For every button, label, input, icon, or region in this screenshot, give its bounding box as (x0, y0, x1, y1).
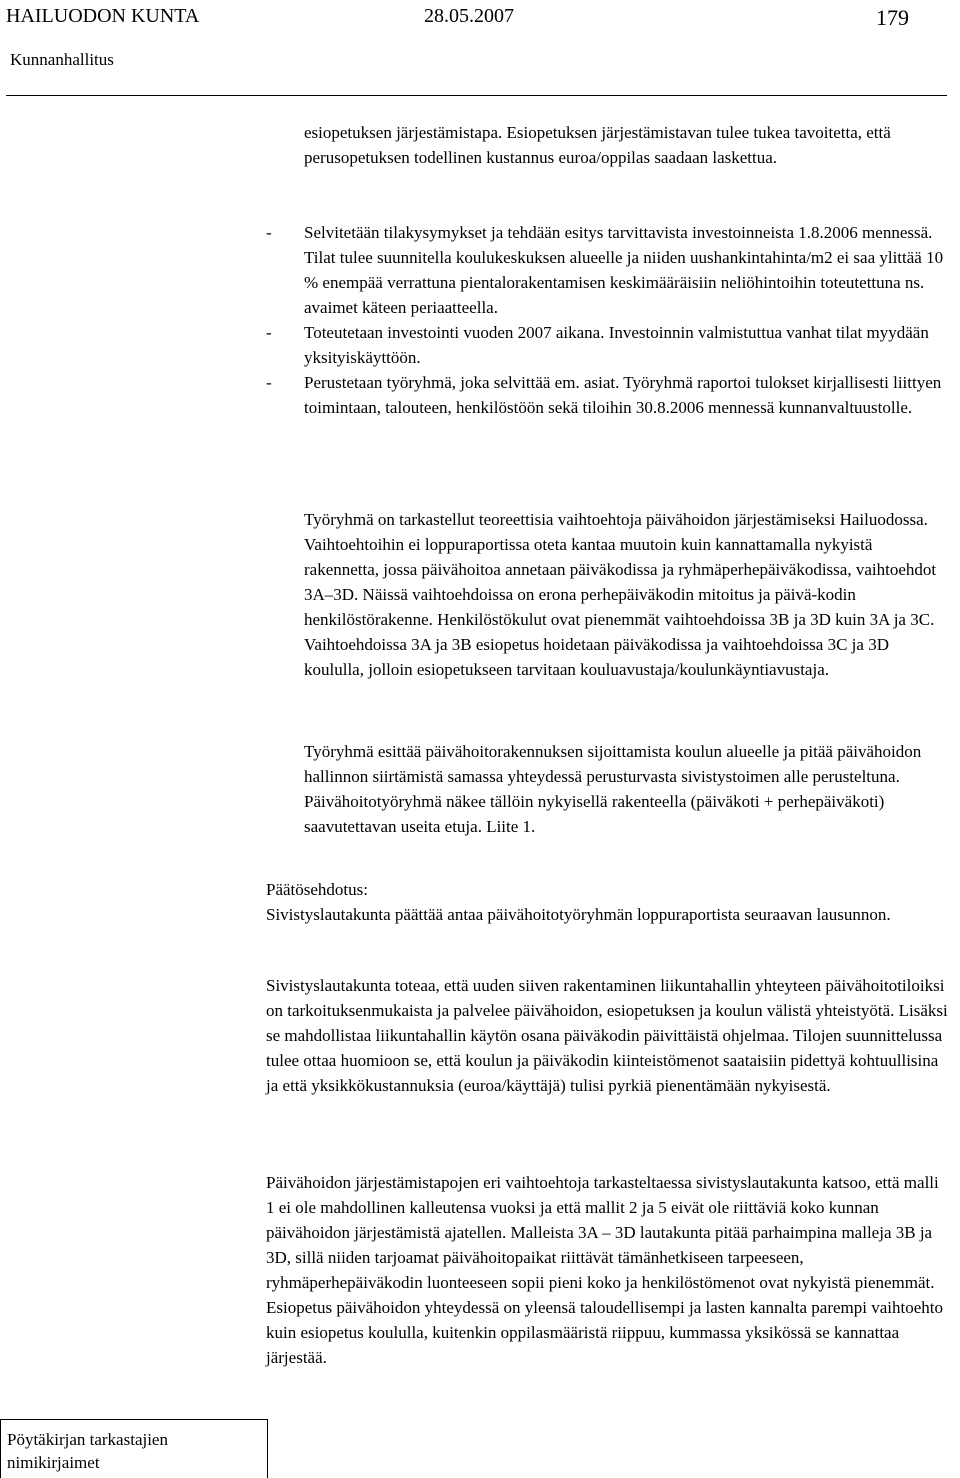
list-dash: - (266, 223, 272, 242)
board-text-1: Sivistyslautakunta toteaa, että uuden siiven rakentaminen liikuntahallin yhteyteen päivähoitotiloiksi on tarkoituksenmukaista ja palvelee päivähoidon, esiopetuksen ja koulun välistä yhteistyötä. Lisäksi se mahdollistaa liikuntahallin käytön osana päiväkodin päivittäistä ohjelmaa. Tilojen suunnittelussa tulee ottaa huomioon se, että koulun ja päiväkodin kiinteistömenot saataisiin pidettyä kohtuullisina ja että yksikkökustannuksia (euroa/käyttäjä) tulisi pyrkiä pienentämään nykyisestä. (266, 976, 948, 1095)
list-dash: - (266, 323, 272, 342)
workgroup-text-1: Työryhmä on tarkastellut teoreettisia vaihtoehtoja päivähoidon järjestämiseksi Hailuodossa. Vaihtoehtoihin ei loppuraportissa oteta kantaa muutoin kuin kannattamalla nykyistä rakennetta, jossa päivähoitoa annetaan päiväkodissa ja ryhmäperhepäiväkodissa, vaihtoehdot 3A–3D. Näissä vaihtoehdoissa on erona perhepäiväkodin mitoitus ja päivä-kodin henkilöstörakenne. Henkilöstökulut ovat pienemmät vaihtoehdoissa 3B ja 3D kuin 3A ja 3C. Vaihtoehdoissa 3A ja 3B esiopetus hoidetaan päiväkodissa ja vaihtoehdoissa 3C ja 3D koululla, jolloin esiopetukseen tarvitaan kouluavustaja/koulunkäyntiavustaja. (304, 510, 937, 679)
list-item (266, 320, 949, 370)
list-item (266, 370, 949, 420)
initials-label-line2: nimikirjaimet (7, 1453, 100, 1472)
initials-box (0, 1419, 268, 1478)
municipality-name: HAILUODON KUNTA (6, 5, 200, 27)
board-paragraph-2 (266, 1170, 949, 1370)
body-name: Kunnanhallitus (10, 50, 114, 69)
intro-paragraph (304, 120, 949, 170)
workgroup-paragraph-1 (304, 507, 949, 682)
list-item-text: Perustetaan työryhmä, joka selvittää em. asiat. Työryhmä raportoi tulokset kirjallisesti liittyen toimintaan, talouteen, henkilöstöön sekä tiloihin 30.8.2006 mennessä kunnanvaltuustolle. (304, 373, 942, 417)
meeting-date: 28.05.2007 (424, 5, 514, 27)
page-number: 179 (876, 5, 909, 30)
initials-label-line1: Pöytäkirjan tarkastajien (7, 1430, 168, 1449)
list-item-text: Toteutetaan investointi vuoden 2007 aikana. Investoinnin valmistuttua vanhat tilat myydään yksityiskäyttöön. (304, 323, 929, 367)
action-list (266, 220, 949, 420)
list-item (266, 220, 949, 320)
header-rule (6, 95, 947, 96)
intro-text: esiopetuksen järjestämistapa. Esiopetuksen järjestämistavan tulee tukea tavoitetta, että perusopetuksen todellinen kustannus euroa/oppilas saadaan laskettua. (304, 123, 891, 167)
list-dash: - (266, 373, 272, 392)
workgroup-paragraph-2 (304, 739, 949, 839)
proposal-heading: Päätösehdotus: (266, 880, 368, 899)
board-text-2: Päivähoidon järjestämistapojen eri vaihtoehtoja tarkasteltaessa sivistyslautakunta katsoo, että malli 1 ei ole mahdollinen kalleutensa vuoksi ja että mallit 2 ja 5 eivät ole riittäviä koko kunnan päivähoidon järjestämistä ajatellen. Malleista 3A – 3D lautakunta pitää parhaimpina malleja 3B ja 3D, sillä niiden tarjoamat päivähoitopaikat riittävät tämänhetkiseen tarpeeseen, ryhmäperhepäiväkodin luonteeseen sopii pieni koko ja henkilöstömenot ovat nykyistä pienemmät. Esiopetus päivähoidon yhteydessä on yleensä taloudellisempi ja lasten kannalta parempi vaihtoehto kuin esiopetus koululla, kuitenkin oppilasmääristä riippuu, kummassa yksikössä se kannattaa järjestää. (266, 1173, 943, 1367)
list-item-text: Selvitetään tilakysymykset ja tehdään esitys tarvittavista investoinneista 1.8.2006 mennessä. Tilat tulee suunnitella koulukeskuksen alueelle ja niiden uushankintahinta/m2 ei saa ylittää 10 % enempää verrattuna pientalorakentamisen keskimääräisiin neliöhintoihin toteutettuna ns. avaimet käteen periaatteella. (304, 223, 944, 317)
proposal-text: Sivistyslautakunta päättää antaa päivähoitotyöryhmän loppuraportista seuraavan lausunnon. (266, 905, 891, 924)
proposal-section (266, 877, 949, 927)
workgroup-text-2: Työryhmä esittää päivähoitorakennuksen sijoittamista koulun alueelle ja pitää päivähoidon hallinnon siirtämistä samassa yhteydessä perusturvasta sivistystoimen alle perusteltuna. Päivähoitotyöryhmä näkee tällöin nykyisellä rakenteella (päiväkoti + perhepäiväkoti) saavutettavan useita etuja. Liite 1. (304, 742, 922, 836)
board-paragraph-1 (266, 973, 949, 1098)
